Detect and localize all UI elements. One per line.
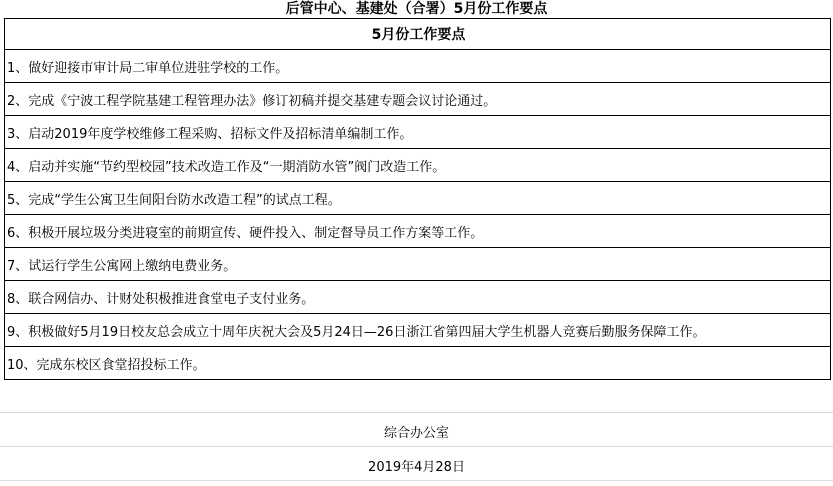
table-row [5, 182, 831, 215]
work-item-7: 7、试运行学生公寓网上缴纳电费业务。 [5, 248, 831, 281]
table-header: 5月份工作要点 [5, 19, 831, 50]
work-item-4: 4、启动并实施“节约型校园”技术改造工作及“一期消防水管”阀门改造工作。 [5, 149, 831, 182]
table-row [5, 314, 831, 347]
table-header-row [5, 19, 831, 50]
work-item-9: 9、积极做好5月19日校友总会成立十周年庆祝大会及5月24日—26日浙江省第四届大学生机器人竞赛后勤服务保障工作。 [5, 314, 831, 347]
sheet-gridline [0, 446, 833, 447]
table-row [5, 149, 831, 182]
sheet-gridline [0, 412, 833, 413]
table-row [5, 347, 831, 380]
table-row [5, 215, 831, 248]
document-date: 2019年4月28日 [368, 460, 465, 475]
signature: 综合办公室 [383, 426, 449, 441]
work-item-2: 2、完成《宁波工程学院基建工程管理办法》修订初稿并提交基建专题会议讨论通过。 [5, 83, 831, 116]
work-item-8: 8、联合网信办、计财处积极推进食堂电子支付业务。 [5, 281, 831, 314]
table-row [5, 83, 831, 116]
work-item-6: 6、积极开展垃圾分类进寝室的前期宣传、硬件投入、制定督导员工作方案等工作。 [5, 215, 831, 248]
document-title: 后管中心、基建处（合署）5月份工作要点 [285, 1, 548, 17]
work-item-10: 10、完成东校区食堂招投标工作。 [5, 347, 831, 380]
table-row [5, 281, 831, 314]
work-item-5: 5、完成“学生公寓卫生间阳台防水改造工程”的试点工程。 [5, 182, 831, 215]
sheet-gridline [0, 480, 833, 481]
work-points-table [4, 18, 831, 380]
table-row [5, 50, 831, 83]
table-row [5, 116, 831, 149]
table-row [5, 248, 831, 281]
work-item-3: 3、启动2019年度学校维修工程采购、招标文件及招标清单编制工作。 [5, 116, 831, 149]
work-item-1: 1、做好迎接市审计局二审单位进驻学校的工作。 [5, 50, 831, 83]
